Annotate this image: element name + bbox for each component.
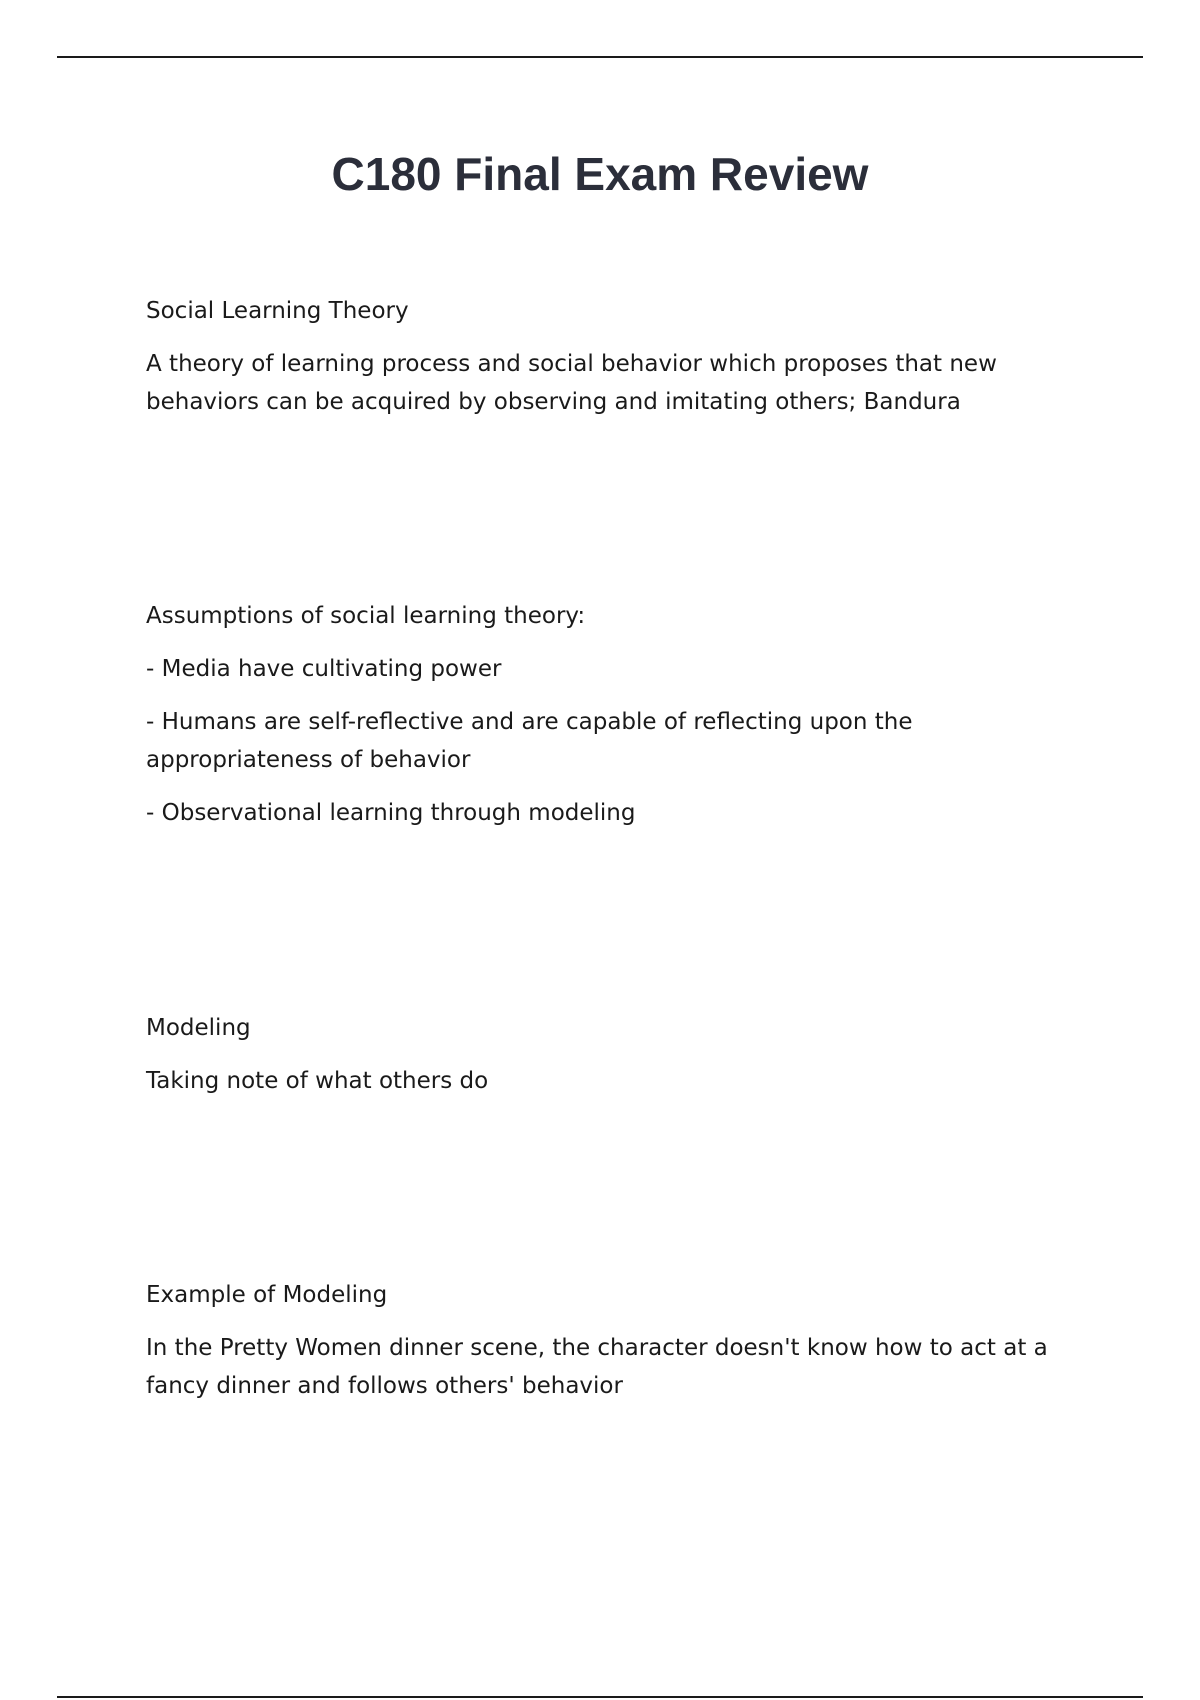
card-definition: A theory of learning process and social behavior which proposes that new behaviors can be acquired by observing and imitating others; Bandura — [146, 351, 997, 415]
flashcard-assumptions — [146, 597, 1076, 847]
flashcard-modeling — [146, 1009, 1076, 1115]
card-definition: In the Pretty Women dinner scene, the character doesn't know how to act at a fancy dinner and follows others' behavior — [146, 1335, 1048, 1399]
card-point: - Observational learning through modeling — [146, 800, 636, 826]
card-term: Social Learning Theory — [146, 298, 409, 324]
footer-rule — [57, 1696, 1143, 1698]
card-point: - Humans are self-reflective and are capable of reflecting upon the appropriateness of behavior — [146, 709, 913, 773]
card-point: - Media have cultivating power — [146, 656, 502, 682]
card-term: Assumptions of social learning theory: — [146, 603, 586, 629]
flashcard-example-of-modeling — [146, 1276, 1076, 1420]
card-term: Modeling — [146, 1015, 251, 1041]
card-definition: Taking note of what others do — [146, 1068, 489, 1094]
card-term: Example of Modeling — [146, 1282, 388, 1308]
page-title: C180 Final Exam Review — [331, 148, 869, 200]
flashcard-social-learning-theory — [146, 292, 1076, 436]
header-rule — [57, 56, 1143, 58]
